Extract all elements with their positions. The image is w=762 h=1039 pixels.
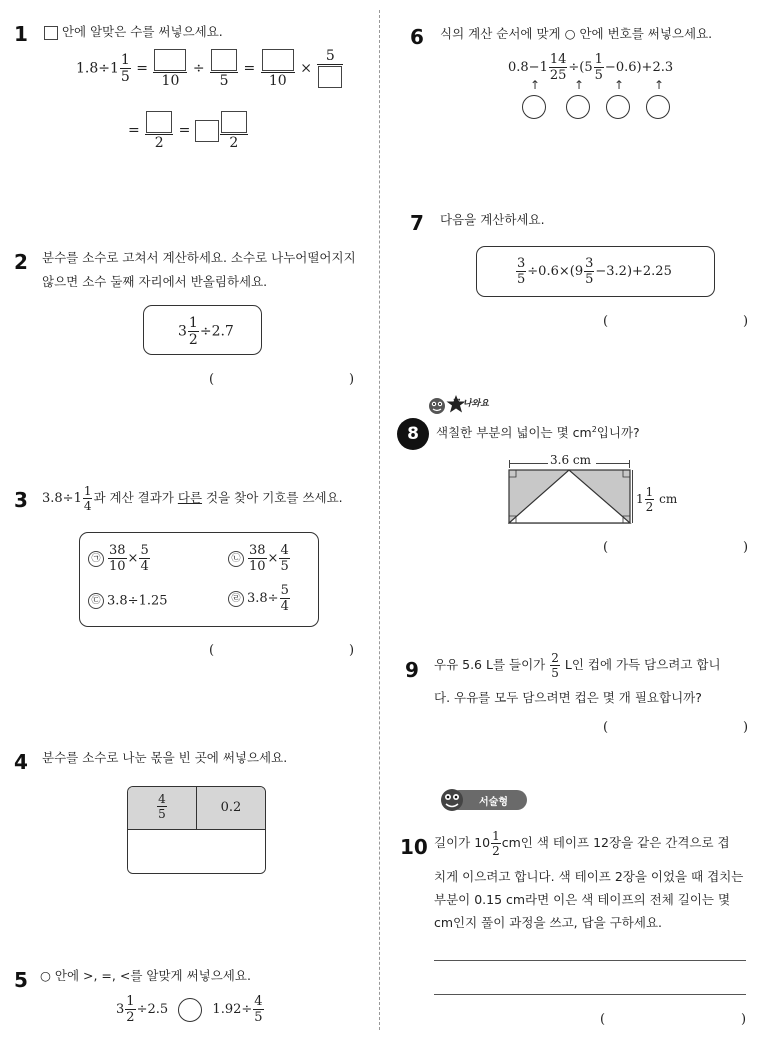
q4-table bbox=[127, 786, 266, 874]
question-5-number: 5 bbox=[14, 968, 28, 992]
question-3-number: 3 bbox=[14, 488, 28, 512]
q3-c-text: 3.8÷1.25 bbox=[107, 593, 168, 609]
q6-e1: 0.8−1 bbox=[508, 60, 548, 75]
q7-expression-box bbox=[476, 246, 715, 297]
q10-num: 1 bbox=[492, 829, 500, 843]
q8-top-label: 3.6 cm bbox=[550, 453, 591, 467]
q8-dim-tick-right bbox=[629, 460, 631, 468]
q6-arrow-2: ↑ bbox=[574, 78, 585, 92]
q1-lhs-whole: 1.8÷1 bbox=[76, 60, 119, 77]
q8-dim-line-left bbox=[510, 463, 548, 464]
column-divider bbox=[379, 10, 380, 1030]
q3-b-op: × bbox=[267, 551, 279, 566]
q1-lhs-den: 5 bbox=[120, 69, 130, 85]
q6-arrow-4: ↑ bbox=[654, 78, 665, 92]
q10-badge bbox=[437, 788, 529, 814]
q3-expr-prefix: 3.8÷1 bbox=[42, 491, 82, 506]
q5-compare-circle[interactable] bbox=[178, 998, 202, 1022]
q3-text-pre: 과 계산 결과가 bbox=[93, 490, 174, 505]
q10-line4: cm인지 풀이 과정을 쓰고, 답을 구하세요. bbox=[434, 915, 662, 930]
q7-e2: −3.2)+2.25 bbox=[595, 264, 672, 279]
q3-answer-close: ) bbox=[349, 643, 355, 658]
question-7-number: 7 bbox=[410, 211, 424, 235]
answer-box-icon bbox=[44, 26, 58, 40]
q7-answer-field[interactable] bbox=[616, 312, 740, 332]
q4-den: 5 bbox=[158, 807, 166, 821]
q8-rectangle-figure bbox=[508, 469, 632, 525]
q7-answer-open: ( bbox=[603, 314, 609, 329]
q8-side-unit: cm bbox=[659, 492, 678, 506]
question-1-number: 1 bbox=[14, 22, 28, 46]
q3-option-d-mark: ㉣ bbox=[228, 591, 244, 607]
q7-d1: 5 bbox=[517, 272, 526, 287]
q3-d-den2: 4 bbox=[280, 599, 289, 614]
q5-left-rest: ÷2.5 bbox=[136, 1002, 169, 1017]
q7-n1: 3 bbox=[517, 256, 526, 271]
q1-answer-box-4[interactable] bbox=[318, 66, 342, 88]
q9-den: 5 bbox=[551, 666, 559, 680]
q5-right-den: 5 bbox=[254, 1010, 263, 1025]
q8-side-num: 1 bbox=[645, 485, 654, 499]
q7-expression bbox=[515, 256, 672, 287]
q8-dim-line-right bbox=[596, 463, 629, 464]
q6-d1: 25 bbox=[549, 68, 567, 83]
q10-line1 bbox=[434, 829, 730, 858]
q8-text-post: 입니까? bbox=[596, 425, 640, 440]
q1-den-5: 5 bbox=[219, 73, 229, 89]
q9-answer-open: ( bbox=[603, 720, 609, 735]
q1-den-2-a: 2 bbox=[154, 135, 164, 151]
q1-den-10-a: 10 bbox=[161, 73, 180, 89]
question-8-number: 8 bbox=[397, 418, 429, 450]
q10-line3: 부분이 0.15 cm라면 이은 색 테이프의 전체 길이는 몇 bbox=[434, 892, 731, 907]
q2-rest: ÷2.7 bbox=[199, 323, 234, 340]
question-1-instruction bbox=[44, 20, 223, 44]
question-1-equation-line1: 1.8÷1 $\frac{1}{5}$ = 10 ÷ 5 = 10 × 5 bbox=[76, 48, 344, 89]
q6-e3: −0.6)+2.3 bbox=[604, 60, 674, 75]
q4-cell-fraction bbox=[128, 787, 197, 830]
question-10-number: 10 bbox=[400, 835, 428, 859]
question-4-instruction: 분수를 소수로 나눈 몫을 빈 곳에 써넣으세요. bbox=[42, 750, 288, 765]
q2-den: 2 bbox=[188, 332, 198, 348]
q10-line1-pre: 길이가 10 bbox=[434, 835, 491, 850]
q9-answer-close: ) bbox=[743, 720, 749, 735]
question-1-text: 안에 알맞은 수를 써넣으세요. bbox=[61, 24, 223, 39]
q8-side-label bbox=[636, 485, 677, 514]
q6-n2: 1 bbox=[594, 52, 603, 67]
question-8-instruction bbox=[436, 423, 640, 441]
q10-line2: 치게 이으려고 합니다. 색 테이프 2장을 이었을 때 겹치는 bbox=[434, 869, 744, 884]
q1-answer-box-3[interactable] bbox=[262, 49, 294, 71]
q3-answer-open: ( bbox=[209, 643, 215, 658]
q3-option-d[interactable] bbox=[228, 583, 291, 614]
q3-b-num: 38 bbox=[249, 543, 266, 558]
q1-answer-box-1[interactable] bbox=[154, 49, 186, 71]
q10-den: 2 bbox=[492, 844, 500, 858]
q3-a-den: 10 bbox=[109, 559, 126, 574]
mascot-icon bbox=[437, 786, 467, 816]
q3-text-post: 것을 찾아 기호를 쓰세요. bbox=[206, 490, 343, 505]
q3-a-den2: 4 bbox=[140, 559, 149, 574]
question-2-expression-box bbox=[143, 305, 262, 355]
q10-answer-field[interactable] bbox=[613, 1010, 739, 1030]
q3-option-b-mark: ㉡ bbox=[228, 551, 244, 567]
question-4-number: 4 bbox=[14, 750, 28, 774]
q3-num: 1 bbox=[83, 484, 92, 498]
question-7-instruction: 다음을 계산하세요. bbox=[440, 212, 545, 227]
q3-option-c[interactable] bbox=[88, 593, 168, 609]
q3-a-op: × bbox=[127, 551, 139, 566]
q8-answer-field[interactable] bbox=[616, 538, 740, 558]
q7-answer-close: ) bbox=[743, 314, 749, 329]
q10-badge-text: 서술형 bbox=[479, 797, 508, 808]
q3-a-num2: 5 bbox=[140, 543, 149, 558]
q9-answer-field[interactable] bbox=[616, 718, 740, 738]
q3-option-c-mark: ㉢ bbox=[88, 593, 104, 609]
question-9-number: 9 bbox=[405, 658, 419, 682]
q10-answer-open: ( bbox=[600, 1012, 606, 1027]
q10-work-line-2[interactable] bbox=[434, 994, 746, 995]
question-2-number: 2 bbox=[14, 250, 28, 274]
q8-sup: 2 bbox=[591, 424, 597, 434]
q1-lhs-num: 1 bbox=[120, 52, 130, 68]
q8-dim-tick-left bbox=[509, 460, 511, 468]
q8-text-pre: 색칠한 부분의 넓이는 몇 cm bbox=[436, 425, 592, 440]
q5-left-num: 1 bbox=[126, 994, 135, 1009]
q6-e2: ÷(5 bbox=[568, 60, 593, 75]
q2-answer-open: ( bbox=[209, 372, 215, 387]
question-3-instruction bbox=[42, 484, 343, 513]
question-2-instruction: 분수를 소수로 고쳐서 계산하세요. 소수로 나누어떨어지지 않으면 소수 둘째 자리에서 반올림하세요. bbox=[42, 250, 356, 289]
q5-right-pre: 1.92÷ bbox=[212, 1002, 253, 1017]
question-1-equation-line2: = 2 = 2 bbox=[128, 110, 249, 151]
question-6-number: 6 bbox=[410, 25, 424, 49]
q1-answer-box-7[interactable] bbox=[221, 111, 247, 133]
q8-answer-open: ( bbox=[603, 540, 609, 555]
q3-answer-field[interactable] bbox=[222, 641, 346, 661]
q4-answer-cell[interactable] bbox=[128, 830, 265, 873]
q4-cell-divisor: 0.2 bbox=[197, 787, 265, 830]
q3-b-den: 10 bbox=[249, 559, 266, 574]
q1-den-2-b: 2 bbox=[229, 135, 239, 151]
q1-den-10-b: 10 bbox=[268, 73, 287, 89]
q9-line1 bbox=[434, 651, 721, 680]
q3-option-a-mark: ㉠ bbox=[88, 551, 104, 567]
q3-d-num2: 5 bbox=[280, 583, 289, 598]
q6-arrow-3: ↑ bbox=[614, 78, 625, 92]
q2-answer-close: ) bbox=[349, 372, 355, 387]
q3-text-underlined: 다른 bbox=[177, 490, 203, 505]
q9-line1-post: L인 컵에 가득 담으려고 합니 bbox=[564, 657, 721, 672]
q9-line1-pre: 우유 5.6 L를 들이가 bbox=[434, 657, 546, 672]
q6-order-circle-2[interactable] bbox=[566, 95, 590, 119]
q2-whole: 3 bbox=[178, 323, 187, 340]
q1-answer-box-2[interactable] bbox=[211, 49, 237, 71]
q8-badge-text: 꼭 나와요 bbox=[451, 399, 489, 409]
q4-num: 4 bbox=[158, 792, 166, 806]
q1-answer-box-5[interactable] bbox=[146, 111, 172, 133]
q7-d2: 5 bbox=[585, 272, 594, 287]
q3-option-b[interactable] bbox=[228, 543, 291, 574]
q3-b-den2: 5 bbox=[280, 559, 289, 574]
q8-dim-line-side bbox=[632, 470, 633, 523]
q3-d-text: 3.8÷ bbox=[247, 591, 279, 606]
q3-b-num2: 4 bbox=[280, 543, 289, 558]
q8-side-whole: 1 bbox=[636, 492, 644, 506]
q3-a-num: 38 bbox=[109, 543, 126, 558]
q8-badge bbox=[425, 396, 509, 416]
q5-left-den: 2 bbox=[126, 1010, 135, 1025]
q8-side-den: 2 bbox=[645, 500, 654, 514]
q10-work-line-1[interactable] bbox=[434, 960, 746, 961]
q2-num: 1 bbox=[188, 315, 198, 331]
q5-right-num: 4 bbox=[254, 994, 263, 1009]
q2-answer-field[interactable] bbox=[222, 370, 346, 390]
q6-order-circle-4[interactable] bbox=[646, 95, 670, 119]
q9-num: 2 bbox=[551, 651, 559, 665]
q6-arrow-1: ↑ bbox=[530, 78, 541, 92]
q6-d2: 5 bbox=[594, 68, 603, 83]
q5-left-whole: 3 bbox=[116, 1002, 125, 1017]
question-3-options-box bbox=[79, 532, 319, 627]
q7-n2: 3 bbox=[585, 256, 594, 271]
q10-answer-close: ) bbox=[741, 1012, 747, 1027]
q3-option-a[interactable] bbox=[88, 543, 151, 574]
q9-line2: 다. 우유를 모두 담으려면 컵은 몇 개 필요합니까? bbox=[434, 690, 702, 705]
question-5-instruction: ○ 안에 >, =, <를 알맞게 써넣으세요. bbox=[40, 968, 251, 983]
q1-times-num: 5 bbox=[317, 48, 343, 65]
q6-order-circle-1[interactable] bbox=[522, 95, 546, 119]
q6-n1: 14 bbox=[549, 52, 567, 67]
q3-den: 4 bbox=[83, 499, 92, 513]
question-6-instruction: 식의 계산 순서에 맞게 ○ 안에 번호를 써넣으세요. bbox=[440, 26, 713, 41]
q1-answer-box-6[interactable] bbox=[195, 120, 219, 142]
q10-line1-post: cm인 색 테이프 12장을 같은 간격으로 겹 bbox=[501, 835, 730, 850]
q2-expression bbox=[178, 315, 234, 348]
q6-order-circle-3[interactable] bbox=[606, 95, 630, 119]
q5-expression bbox=[116, 994, 265, 1025]
q8-answer-close: ) bbox=[743, 540, 749, 555]
q7-e1: ÷0.6×(9 bbox=[527, 264, 584, 279]
